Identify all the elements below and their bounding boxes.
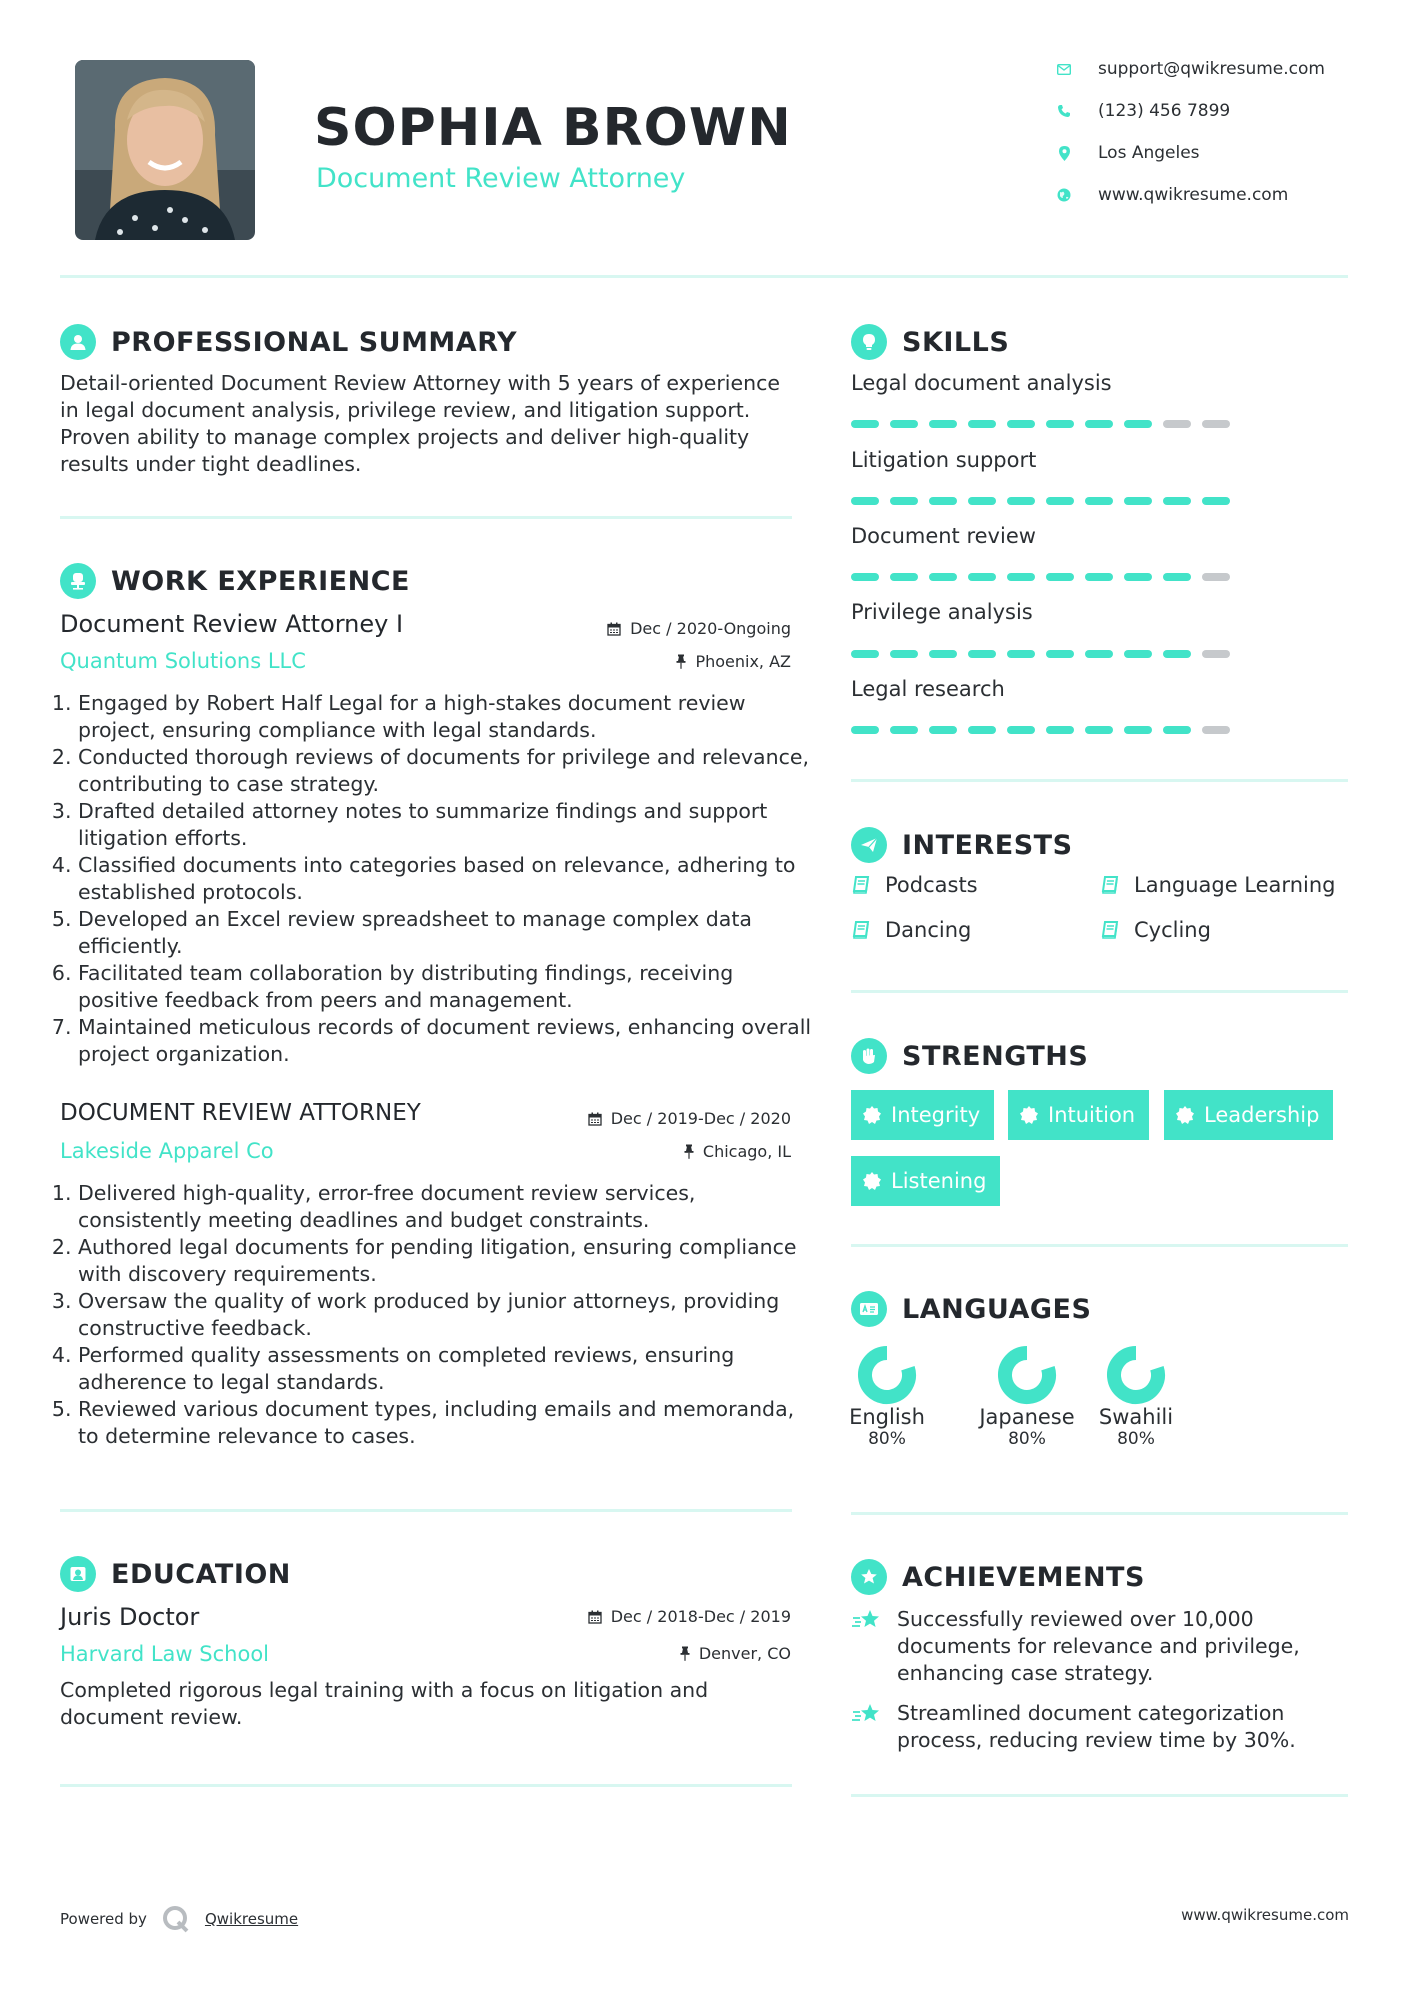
- language-ring-arc: [865, 1353, 909, 1397]
- skill-dot-filled: [1163, 573, 1191, 581]
- skill-dot-filled: [1124, 650, 1152, 658]
- skill-dot-filled: [1163, 650, 1191, 658]
- job-location-text: Chicago, IL: [702, 1142, 791, 1161]
- skill-dot-filled: [1007, 726, 1035, 734]
- skill-dot-filled: [851, 650, 879, 658]
- contact-location: [1056, 143, 1200, 163]
- job-bullet: 1. Engaged by Robert Half Legal for a high-stakes document review project, ensuring compliance with legal standards.: [78, 690, 818, 744]
- language-name: Swahili: [1098, 1405, 1174, 1429]
- interest-label: Language Learning: [1134, 873, 1336, 897]
- achievement-item: [851, 1700, 1348, 1754]
- skill-rating: [851, 420, 1241, 428]
- skill-name: Legal research: [851, 677, 1005, 701]
- language-item: [827, 1345, 947, 1449]
- interests-heading: INTERESTS: [902, 829, 1073, 861]
- skills-heading: SKILLS: [902, 326, 1010, 358]
- achievements-section-header: [851, 1559, 1145, 1595]
- interest-item: [851, 918, 971, 942]
- pushpin-icon: [684, 1144, 694, 1159]
- education-section-header: [60, 1556, 291, 1592]
- languages-section-header: [851, 1291, 1091, 1327]
- contact-website-text: www.qwikresume.com: [1098, 185, 1289, 205]
- candidate-name: SOPHIA BROWN: [314, 98, 792, 158]
- lightbulb-icon: [851, 324, 887, 360]
- education-divider: [60, 1784, 792, 1787]
- job-bullet: 2. Authored legal documents for pending litigation, ensuring compliance with discovery requirements.: [78, 1234, 818, 1288]
- skill-name: Document review: [851, 524, 1036, 548]
- language-ring: [997, 1345, 1057, 1405]
- qwikresume-link[interactable]: Qwikresume: [204, 1910, 299, 1928]
- job-dates-text: Dec / 2019-Dec / 2020: [610, 1109, 791, 1128]
- interest-label: Podcasts: [885, 873, 978, 897]
- education-location: [680, 1644, 791, 1663]
- strength-tag: [851, 1090, 994, 1140]
- skill-dot-filled: [968, 650, 996, 658]
- contact-website[interactable]: [1056, 185, 1288, 205]
- skill-dot-empty: [1202, 420, 1230, 428]
- language-ring: [857, 1345, 917, 1405]
- skill-dot-filled: [851, 420, 879, 428]
- qwikresume-logo-icon: [161, 1904, 191, 1934]
- contact-email[interactable]: [1056, 59, 1325, 79]
- skill-dot-filled: [1046, 497, 1074, 505]
- badge-check-icon: [1020, 1106, 1038, 1124]
- job-bullets: [60, 1180, 818, 1450]
- job-dates: [588, 1109, 791, 1128]
- skill-dot-filled: [929, 726, 957, 734]
- user-icon: [60, 324, 96, 360]
- job-bullet: 3. Oversaw the quality of work produced by junior attorneys, providing constructive feedback.: [78, 1288, 818, 1342]
- summary-section-header: [60, 324, 517, 360]
- skill-dot-empty: [1202, 650, 1230, 658]
- paper-plane-icon: [851, 827, 887, 863]
- language-name: English: [849, 1405, 925, 1429]
- achievement-text: Streamlined document categorization process, reducing review time by 30%.: [897, 1701, 1296, 1752]
- book-icon: [1100, 875, 1120, 895]
- achievements-heading: ACHIEVEMENTS: [902, 1561, 1145, 1593]
- skill-dot-filled: [1085, 650, 1113, 658]
- skill-dot-filled: [1163, 497, 1191, 505]
- skill-dot-filled: [1124, 726, 1152, 734]
- job-title: DOCUMENT REVIEW ATTORNEY: [60, 1100, 421, 1126]
- job-bullet: 5. Developed an Excel review spreadsheet to manage complex data efficiently.: [78, 906, 818, 960]
- profile-photo: [75, 60, 255, 240]
- job-bullets: [60, 690, 818, 1068]
- school-name: Harvard Law School: [60, 1642, 269, 1666]
- skill-name: Litigation support: [851, 448, 1037, 472]
- phone-icon: [1056, 103, 1072, 119]
- interest-item: [851, 873, 978, 897]
- pushpin-icon: [676, 654, 686, 669]
- summary-text: Detail-oriented Document Review Attorney with 5 years of experience in legal document analysis, privilege review, and litigation support. Proven ability to manage complex projects and deliver high-quality results under tight deadlines.: [60, 371, 780, 476]
- strength-tag: [1164, 1090, 1333, 1140]
- skill-dot-filled: [929, 497, 957, 505]
- strengths-section-header: [851, 1038, 1088, 1074]
- footer-url[interactable]: www.qwikresume.com: [1181, 1906, 1349, 1924]
- contact-location-text: Los Angeles: [1098, 143, 1200, 163]
- skill-rating: [851, 650, 1241, 658]
- skill-name: Legal document analysis: [851, 371, 1112, 395]
- job-company: Lakeside Apparel Co: [60, 1139, 274, 1163]
- skill-dot-filled: [851, 497, 879, 505]
- summary-divider: [60, 516, 792, 519]
- education-heading: EDUCATION: [111, 1558, 291, 1590]
- education-dates: [588, 1607, 791, 1626]
- job-dates: [607, 619, 791, 638]
- language-percent: 80%: [1117, 1429, 1155, 1449]
- job-location: [684, 1142, 791, 1161]
- badge-check-icon: [863, 1172, 881, 1190]
- skill-dot-filled: [1124, 497, 1152, 505]
- skill-dot-filled: [968, 420, 996, 428]
- skill-dot-filled: [968, 726, 996, 734]
- language-item: [1076, 1345, 1196, 1449]
- job-bullet: 2. Conducted thorough reviews of documents for privilege and relevance, contributing to case strategy.: [78, 744, 818, 798]
- book-icon: [851, 920, 871, 940]
- achievement-text: Successfully reviewed over 10,000 documents for relevance and privilege, enhancing case strategy.: [897, 1607, 1300, 1685]
- skill-dot-filled: [1085, 420, 1113, 428]
- strength-tag: [1008, 1090, 1149, 1140]
- skill-dot-filled: [890, 420, 918, 428]
- skill-dot-filled: [851, 573, 879, 581]
- job-bullet: 6. Facilitated team collaboration by distributing findings, receiving positive feedback from peers and management.: [78, 960, 818, 1014]
- briefcase-chair-icon: [60, 563, 96, 599]
- skill-dot-filled: [1007, 573, 1035, 581]
- skill-dot-filled: [1007, 497, 1035, 505]
- experience-divider: [60, 1509, 792, 1512]
- skill-dot-empty: [1163, 420, 1191, 428]
- header-divider: [60, 275, 1348, 278]
- job-dates-text: Dec / 2020-Ongoing: [630, 619, 791, 638]
- skill-rating: [851, 573, 1241, 581]
- contact-phone[interactable]: [1056, 101, 1230, 121]
- job-location-text: Phoenix, AZ: [695, 652, 791, 671]
- skill-dot-filled: [968, 573, 996, 581]
- education-dates-text: Dec / 2018-Dec / 2019: [610, 1607, 791, 1626]
- skill-dot-filled: [929, 573, 957, 581]
- skill-dot-filled: [929, 420, 957, 428]
- languages-heading: LANGUAGES: [902, 1293, 1092, 1325]
- interest-item: [1100, 918, 1211, 942]
- skill-dot-filled: [1202, 497, 1230, 505]
- skill-dot-filled: [890, 726, 918, 734]
- strengths-divider: [851, 1244, 1348, 1247]
- achievement-item: [851, 1606, 1348, 1687]
- job-location: [676, 652, 791, 671]
- skill-dot-filled: [1085, 726, 1113, 734]
- skill-name: Privilege analysis: [851, 600, 1033, 624]
- languages-divider: [851, 1512, 1348, 1515]
- interest-item: [1100, 873, 1335, 897]
- envelope-icon: [1056, 61, 1072, 77]
- job-company: Quantum Solutions LLC: [60, 649, 306, 673]
- skill-dot-filled: [1007, 420, 1035, 428]
- interests-section-header: [851, 827, 1073, 863]
- graduate-icon: [60, 1556, 96, 1592]
- skill-dot-empty: [1202, 573, 1230, 581]
- contact-email-text: support@qwikresume.com: [1098, 59, 1325, 79]
- skill-rating: [851, 497, 1241, 505]
- skill-dot-filled: [890, 650, 918, 658]
- interest-label: Dancing: [885, 918, 972, 942]
- skill-dot-filled: [1046, 726, 1074, 734]
- skill-dot-filled: [1085, 573, 1113, 581]
- skill-dot-filled: [1046, 420, 1074, 428]
- strengths-heading: STRENGTHS: [902, 1040, 1089, 1072]
- language-ring-arc: [1005, 1353, 1049, 1397]
- experience-section-header: [60, 563, 410, 599]
- language-ring: [1106, 1345, 1166, 1405]
- calendar-icon: [588, 1610, 602, 1624]
- globe-icon: [1056, 187, 1072, 203]
- book-icon: [1100, 920, 1120, 940]
- skill-dot-filled: [1007, 650, 1035, 658]
- strength-label: Listening: [891, 1169, 987, 1193]
- job-bullet: 5. Reviewed various document types, including emails and memoranda, to determine relevance to cases.: [78, 1396, 818, 1450]
- education-location-text: Denver, CO: [698, 1644, 791, 1663]
- book-icon: [851, 875, 871, 895]
- shooting-star-icon: [851, 1606, 885, 1636]
- strength-tag: [851, 1156, 1000, 1206]
- skill-dot-filled: [1124, 573, 1152, 581]
- experience-heading: WORK EXPERIENCE: [111, 565, 410, 597]
- job-bullet: 3. Drafted detailed attorney notes to summarize findings and support litigation efforts.: [78, 798, 818, 852]
- footer-powered-by: [60, 1904, 298, 1934]
- skill-dot-filled: [929, 650, 957, 658]
- skill-dot-filled: [1046, 573, 1074, 581]
- job-bullet: 7. Maintained meticulous records of document reviews, enhancing overall project organization.: [78, 1014, 818, 1068]
- job-title: Document Review Attorney I: [60, 610, 404, 638]
- degree-title: Juris Doctor: [60, 1603, 200, 1631]
- skills-divider: [851, 779, 1348, 782]
- badge-check-icon: [863, 1106, 881, 1124]
- job-bullet: 4. Classified documents into categories based on relevance, adhering to established protocols.: [78, 852, 818, 906]
- language-item: [967, 1345, 1087, 1449]
- language-card-icon: [851, 1291, 887, 1327]
- language-ring-arc: [1114, 1353, 1158, 1397]
- education-text: Completed rigorous legal training with a focus on litigation and document review.: [60, 1678, 709, 1729]
- skill-rating: [851, 726, 1241, 734]
- badge-check-icon: [1176, 1106, 1194, 1124]
- pushpin-icon: [680, 1646, 690, 1661]
- achievements-divider: [851, 1794, 1348, 1797]
- skill-dot-filled: [1085, 497, 1113, 505]
- shooting-star-icon: [851, 1700, 885, 1730]
- language-percent: 80%: [1008, 1429, 1046, 1449]
- strength-label: Intuition: [1048, 1103, 1136, 1127]
- interest-label: Cycling: [1134, 918, 1211, 942]
- raised-fist-icon: [851, 1038, 887, 1074]
- skill-dot-filled: [1163, 726, 1191, 734]
- strength-label: Integrity: [891, 1103, 981, 1127]
- skill-dot-filled: [1124, 420, 1152, 428]
- job-bullet: 1. Delivered high-quality, error-free document review services, consistently meeting deadlines and budget constraints.: [78, 1180, 818, 1234]
- interests-divider: [851, 990, 1348, 993]
- skill-dot-filled: [890, 497, 918, 505]
- language-name: Japanese: [979, 1405, 1075, 1429]
- skill-dot-filled: [1046, 650, 1074, 658]
- skill-dot-empty: [1202, 726, 1230, 734]
- skill-dot-filled: [968, 497, 996, 505]
- skill-dot-filled: [890, 573, 918, 581]
- contact-phone-text: (123) 456 7899: [1098, 101, 1231, 121]
- map-pin-icon: [1056, 145, 1072, 161]
- calendar-icon: [607, 622, 621, 636]
- candidate-title: Document Review Attorney: [316, 163, 686, 194]
- skills-section-header: [851, 324, 1009, 360]
- skill-dot-filled: [851, 726, 879, 734]
- job-bullet: 4. Performed quality assessments on completed reviews, ensuring adherence to legal standards.: [78, 1342, 818, 1396]
- powered-by-label: Powered by: [60, 1910, 147, 1928]
- trophy-star-icon: [851, 1559, 887, 1595]
- language-percent: 80%: [868, 1429, 906, 1449]
- calendar-icon: [588, 1112, 602, 1126]
- summary-heading: PROFESSIONAL SUMMARY: [111, 326, 518, 358]
- strength-label: Leadership: [1204, 1103, 1320, 1127]
